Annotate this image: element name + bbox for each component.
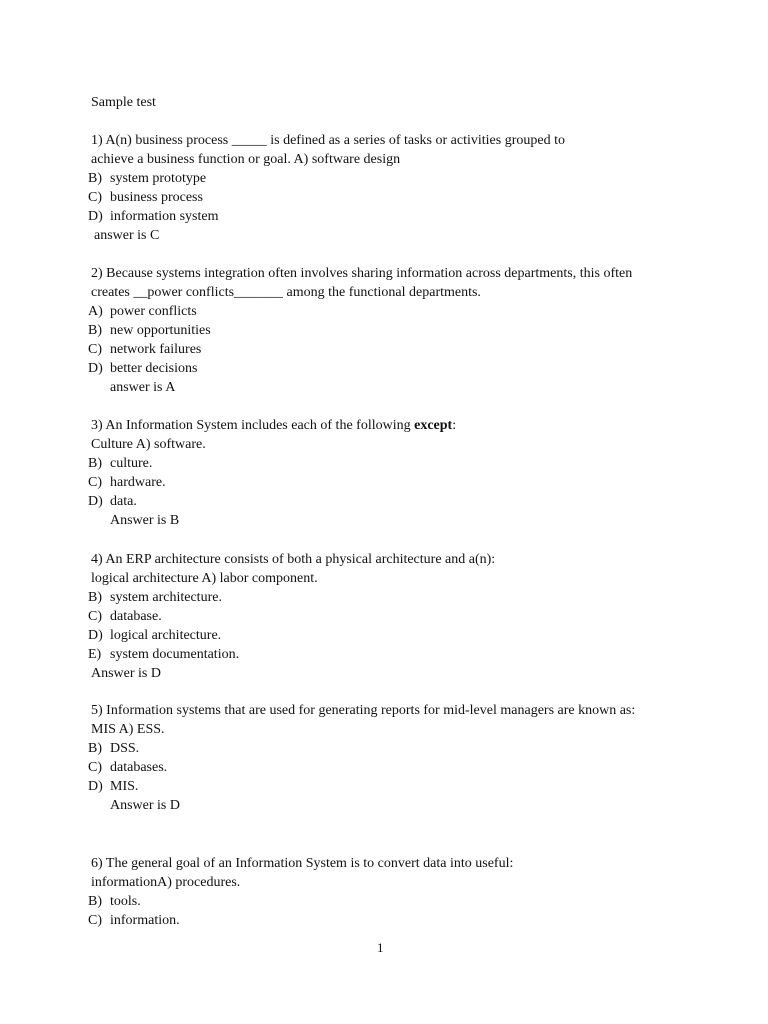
question-text-line: MIS A) ESS.	[91, 722, 165, 737]
question-text-line: 4) An ERP architecture consists of both a physical architecture and a(n):	[91, 552, 496, 567]
answer-line: Answer is D	[110, 798, 180, 813]
option-letter: B)	[88, 894, 102, 909]
option-b	[88, 892, 731, 911]
option-e	[88, 645, 731, 664]
question-text-line: 2) Because systems integration often involves sharing information across departments, this often	[91, 266, 633, 281]
option-b	[88, 739, 731, 758]
option-d	[88, 492, 731, 511]
option-letter: D)	[88, 209, 103, 224]
option-letter: C)	[88, 760, 102, 775]
question-text-line: 5) Information systems that are used for generating reports for mid-level managers are known as:	[91, 703, 636, 718]
option-d	[88, 777, 731, 796]
document-title: Sample test	[91, 95, 156, 110]
option-text: business process	[110, 190, 203, 205]
answer-line: Answer is B	[110, 513, 180, 528]
option-letter: C)	[88, 190, 102, 205]
option-text: better decisions	[110, 361, 198, 376]
option-letter: C)	[88, 913, 102, 928]
option-letter: A)	[88, 304, 103, 319]
option-letter: C)	[88, 475, 102, 490]
option-letter: B)	[88, 171, 102, 186]
option-d	[88, 207, 731, 226]
option-c	[88, 473, 731, 492]
option-text: power conflicts	[110, 304, 197, 319]
option-c	[88, 911, 731, 930]
option-b	[88, 454, 731, 473]
option-letter: C)	[88, 342, 102, 357]
option-letter: D)	[88, 361, 103, 376]
option-d	[88, 626, 731, 645]
option-letter: D)	[88, 494, 103, 509]
question-text-line: informationA) procedures.	[91, 875, 241, 890]
page-number: 1	[377, 940, 384, 955]
option-text: system architecture.	[110, 590, 222, 605]
question-text-line	[91, 416, 731, 435]
answer-line: answer is A	[110, 380, 176, 395]
question-text-line: 1) A(n) business process _____ is defined as a series of tasks or activities grouped to	[91, 133, 565, 148]
option-b	[88, 321, 731, 340]
question-text: :	[452, 418, 457, 433]
option-letter: C)	[88, 609, 102, 624]
question-text: 3) An Information System includes each of the following	[91, 418, 415, 433]
question-5	[88, 701, 731, 815]
question-4	[88, 550, 731, 683]
option-text: culture.	[110, 456, 153, 471]
option-text: information.	[110, 913, 180, 928]
option-text: network failures	[110, 342, 202, 357]
option-letter: D)	[88, 779, 103, 794]
option-letter: B)	[88, 456, 102, 471]
option-text: logical architecture.	[110, 628, 222, 643]
option-letter: D)	[88, 628, 103, 643]
question-2	[88, 264, 731, 397]
option-letter: B)	[88, 323, 102, 338]
question-6	[88, 854, 731, 930]
emphasis-text: except	[414, 418, 453, 433]
option-text: new opportunities	[110, 323, 211, 338]
option-text: DSS.	[110, 741, 140, 756]
option-text: information system	[110, 209, 219, 224]
option-c	[88, 758, 731, 777]
option-b	[88, 169, 731, 188]
option-a	[88, 302, 731, 321]
option-letter: B)	[88, 741, 102, 756]
option-text: hardware.	[110, 475, 166, 490]
option-letter: B)	[88, 590, 102, 605]
answer-line: answer is C	[94, 228, 160, 243]
question-text-line: achieve a business function or goal. A) software design	[91, 152, 401, 167]
option-text: data.	[110, 494, 137, 509]
option-b	[88, 588, 731, 607]
option-text: system documentation.	[110, 647, 240, 662]
option-c	[88, 188, 731, 207]
question-text-line: logical architecture A) labor component.	[91, 571, 318, 586]
option-d	[88, 359, 731, 378]
option-text: database.	[110, 609, 162, 624]
option-text: MIS.	[110, 779, 139, 794]
question-text-line: 6) The general goal of an Information System is to convert data into useful:	[91, 856, 514, 871]
question-text-line: Culture A) software.	[91, 437, 206, 452]
option-c	[88, 340, 731, 359]
question-text-line: creates __power conflicts_______ among the functional departments.	[91, 285, 481, 300]
option-text: tools.	[110, 894, 141, 909]
answer-line: Answer is D	[91, 666, 161, 681]
option-text: system prototype	[110, 171, 207, 186]
option-letter: E)	[88, 647, 102, 662]
question-3	[88, 416, 731, 530]
question-1	[88, 131, 731, 245]
option-c	[88, 607, 731, 626]
option-text: databases.	[110, 760, 168, 775]
